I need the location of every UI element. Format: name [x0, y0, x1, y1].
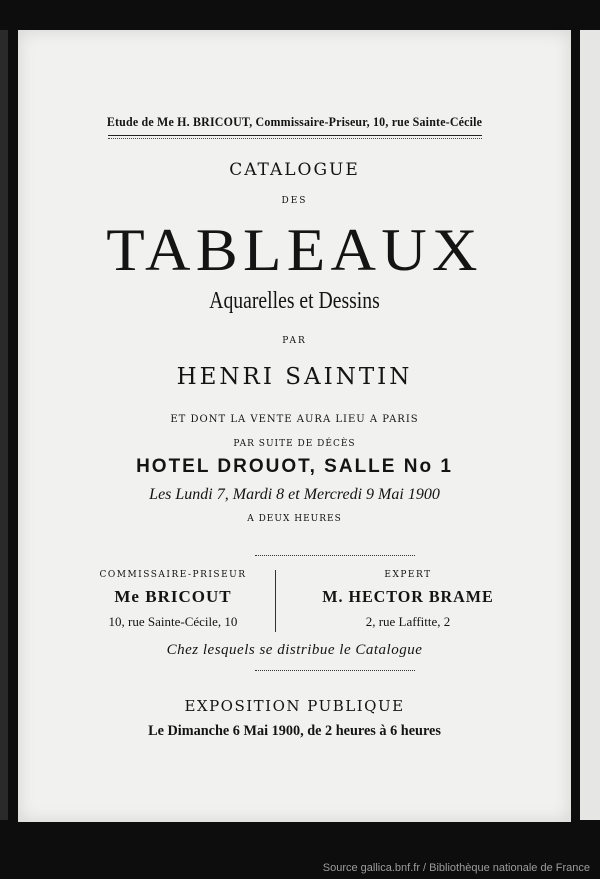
exposition-date: Le Dimanche 6 Mai 1900, de 2 heures à 6 heures	[148, 723, 441, 739]
des-label: DES	[281, 196, 308, 206]
sale-reason-line: PAR SUITE DE DÉCÈS	[233, 439, 356, 449]
distribution-note: Chez lesquels se distribue le Catalogue	[166, 642, 423, 658]
par-label: PAR	[282, 336, 307, 346]
source-credit: Source gallica.bnf.fr / Bibliothèque nationale de France	[322, 862, 590, 874]
expert-title: EXPERT	[384, 570, 432, 580]
adjacent-page-edge	[580, 30, 600, 820]
expert-name: M. HECTOR BRAME	[322, 587, 494, 606]
commissaire-block	[58, 570, 288, 630]
header-rule	[108, 135, 482, 139]
page-title: TABLEAUX	[106, 217, 483, 283]
sale-time: A DEUX HEURES	[247, 514, 342, 524]
subtitle: Aquarelles et Dessins	[209, 288, 380, 314]
expert-block	[293, 570, 523, 630]
divider-rule	[255, 555, 415, 556]
catalogue-page	[18, 30, 571, 822]
column-divider	[275, 570, 276, 632]
expert-address: 2, rue Laffitte, 2	[365, 614, 451, 629]
divider-rule-bottom	[255, 670, 415, 671]
artist-name: HENRI SAINTIN	[176, 364, 413, 390]
venue: HOTEL DROUOT, SALLE No 1	[136, 456, 453, 477]
commissaire-name: Me BRICOUT	[114, 587, 232, 606]
commissaire-title: COMMISSAIRE-PRISEUR	[99, 570, 247, 580]
sale-dates: Les Lundi 7, Mardi 8 et Mercredi 9 Mai 1900	[149, 486, 440, 503]
catalogue-heading: CATALOGUE	[229, 160, 360, 180]
scan-edge	[0, 30, 8, 820]
commissaire-address: 10, rue Sainte-Cécile, 10	[108, 614, 238, 629]
exposition-title: EXPOSITION PUBLIQUE	[184, 697, 405, 715]
etude-header: Etude de Me H. BRICOUT, Commissaire-Priseur, 10, rue Sainte-Cécile	[106, 114, 483, 129]
sale-location-line: ET DONT LA VENTE AURA LIEU A PARIS	[170, 414, 419, 425]
